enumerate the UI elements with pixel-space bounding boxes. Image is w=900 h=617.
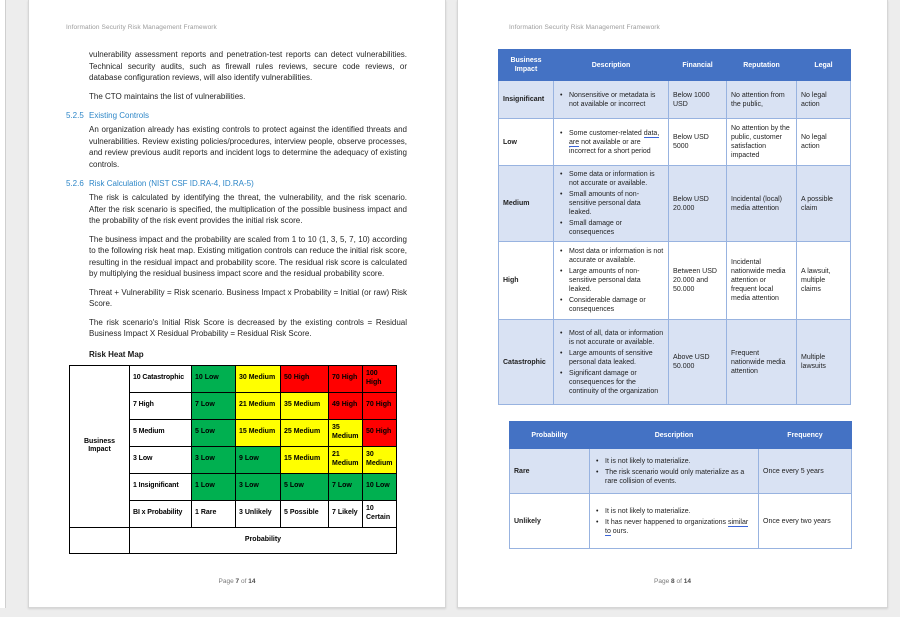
bullet-text [605, 507, 754, 516]
bullet-icon: • [560, 349, 563, 357]
frequency-cell: Once every 5 years [759, 449, 852, 494]
probability-table [509, 421, 852, 549]
bullet-icon: • [560, 191, 563, 198]
impact-table-row [499, 242, 851, 320]
description-cell [554, 119, 669, 166]
bullet-icon: • [560, 129, 563, 137]
impact-level-cell: Insignificant [499, 81, 554, 119]
bullet-icon: • [560, 297, 563, 304]
bullet-text [569, 91, 664, 109]
text-segment: Some customer-related [569, 129, 644, 137]
bullet-item [594, 518, 754, 536]
grammar-marked-text: similar to [605, 518, 749, 535]
heatmap-axis-probability: Probability [130, 527, 397, 553]
heatmap-empty-cell [70, 527, 130, 553]
bullet-text [569, 129, 664, 156]
grammar-marked-text: data, are [569, 129, 660, 146]
paragraph-existing-controls: An organization already has existing controls to protect against the identified threats and vulnerabilities. Review existing policies/procedures, interview people, observe processes, and review previous audit reports and incident logs to determine the adequacy of existing controls. [89, 125, 407, 169]
reputation-cell: Incidental (local) media attention [727, 166, 797, 242]
frequency-cell: Once every two years [759, 494, 852, 549]
description-cell [554, 242, 669, 320]
heatmap-score-cell: 1 Low [192, 473, 236, 500]
heatmap-footer-row [70, 527, 397, 553]
heatmap-score-cell: 10 Low [192, 365, 236, 392]
text-segment: Nonsensitive or metadata is not available or incorrect [569, 91, 656, 108]
probability-level-cell: Rare [510, 449, 590, 494]
heatmap-score-cell: 70 High [329, 365, 363, 392]
heatmap-score-cell: 50 High [363, 419, 397, 446]
bullet-icon: • [596, 457, 599, 465]
previous-page-edge [0, 0, 6, 608]
bullet-icon: • [560, 369, 563, 377]
footer-total-pages: 14 [683, 578, 691, 585]
heatmap-impact-label: 3 Low [130, 446, 192, 473]
text-segment: Considerable damage or consequences [569, 297, 646, 313]
footer-page-number: 7 [235, 578, 240, 585]
heatmap-score-cell: 30 Medium [236, 365, 281, 392]
text-segment: Small damage or consequences [569, 220, 622, 236]
financial-cell: Below 1000 USD [669, 81, 727, 119]
page-8[interactable] [457, 0, 888, 608]
description-cell [554, 320, 669, 405]
financial-cell: Below USD 5000 [669, 119, 727, 166]
bullet-text [605, 468, 754, 486]
bullet-item [558, 91, 664, 109]
heatmap-axis-business-impact: Business Impact [70, 365, 130, 527]
text-segment: It is not likely to materialize. [605, 457, 691, 465]
text-segment: Most data or information is not accurate or available. [569, 248, 664, 264]
footer-page-word: Page [218, 578, 234, 585]
footer-page-number: 8 [671, 578, 675, 585]
bullet-icon: • [560, 171, 563, 178]
probability-table-row [510, 494, 852, 549]
financial-cell: Above USD 50.000 [669, 320, 727, 405]
section-number: 5.2.5 [66, 111, 84, 120]
bullet-icon: • [560, 268, 563, 275]
reputation-cell: Frequent nationwide media attention [727, 320, 797, 405]
bullet-text [569, 349, 664, 367]
paragraph-cto-list: The CTO maintains the list of vulnerabilities. [89, 91, 246, 101]
heatmap-title: Risk Heat Map [89, 349, 144, 359]
probability-table-body [510, 449, 852, 549]
heatmap-impact-label: 10 Catastrophic [130, 365, 192, 392]
description-cell [554, 166, 669, 242]
bullet-item [594, 507, 754, 516]
text-segment: It has never happened to organizations [605, 518, 728, 526]
reputation-cell: No attention by the public, customer satisfaction impacted [727, 119, 797, 166]
bullet-text [569, 267, 664, 294]
impact-table-row [499, 166, 851, 242]
bullet-item [558, 247, 664, 265]
legal-cell: Multiple lawsuits [797, 320, 851, 405]
legal-cell: No legal action [797, 81, 851, 119]
bullet-icon: • [560, 329, 563, 337]
description-cell [554, 81, 669, 119]
heatmap-score-cell: 9 Low [236, 446, 281, 473]
impact-table-header: Description [554, 50, 669, 81]
heatmap-score-cell: 15 Medium [236, 419, 281, 446]
text-segment: not available or are incorrect for a short period [569, 138, 651, 155]
heatmap-score-cell: 10 Low [363, 473, 397, 500]
bullet-text [569, 190, 664, 217]
bullet-item [558, 369, 664, 396]
bullet-item [558, 129, 664, 156]
bullet-item [558, 296, 664, 314]
bullet-icon: • [596, 518, 599, 526]
text-segment: Significant damage or consequences for the continuity of the organization [569, 369, 659, 395]
bullet-text [569, 170, 664, 188]
text-segment: It is not likely to materialize. [605, 507, 691, 515]
probability-table-header: Frequency [759, 422, 852, 449]
bullet-text [569, 247, 664, 265]
bullet-item [594, 468, 754, 486]
heatmap-score-cell: 25 Medium [281, 419, 329, 446]
impact-table-header: Business Impact [499, 50, 554, 81]
heatmap-score-cell: 10 Certain [363, 500, 397, 527]
document-header: Information Security Risk Management Framework [509, 24, 660, 31]
text-segment: Some data or information is not accurate or available. [569, 171, 655, 187]
paragraph-residual: The risk scenario's Initial Risk Score is decreased by the existing controls = Residual Business Impact X Residual Probability = Residual Risk Score. [89, 317, 407, 338]
impact-table-row [499, 119, 851, 166]
financial-cell: Below USD 20.000 [669, 166, 727, 242]
impact-table-header: Legal [797, 50, 851, 81]
heatmap-score-cell: 15 Medium [281, 446, 329, 473]
heatmap-impact-label: 7 High [130, 392, 192, 419]
document-header: Information Security Risk Management Framework [66, 24, 217, 31]
footer-of-word: of [240, 578, 247, 585]
heatmap-score-cell: 3 Low [192, 446, 236, 473]
heatmap-score-cell: 49 High [329, 392, 363, 419]
heatmap-score-cell: 50 High [281, 365, 329, 392]
impact-level-cell: Medium [499, 166, 554, 242]
heatmap-body [70, 365, 397, 553]
bullet-item [558, 267, 664, 294]
impact-table-header: Financial [669, 50, 727, 81]
bullet-icon: • [560, 91, 563, 99]
heatmap-impact-label: BI x Probability [130, 500, 192, 527]
probability-table-header-row [510, 422, 852, 449]
paragraph-risk-calculated: The risk is calculated by identifying the threat, the vulnerability, and the risk scenario. After the risk scenario is specified, the multiplication of the possible business impact and the probability of the risk event provides the initial risk score. [89, 193, 407, 225]
bullet-text [569, 369, 664, 396]
bullet-icon: • [596, 507, 599, 515]
text-segment: Large amounts of non-sensitive personal data leaked. [569, 268, 641, 293]
impact-level-cell: Low [499, 119, 554, 166]
page7-body [66, 49, 407, 554]
footer-total-pages: 14 [248, 578, 256, 585]
reputation-cell: No attention from the public, [727, 81, 797, 119]
legal-cell: No legal action [797, 119, 851, 166]
description-cell [590, 494, 759, 549]
heatmap-score-cell: 7 Low [329, 473, 363, 500]
impact-level-cell: High [499, 242, 554, 320]
heatmap-score-cell: 100 High [363, 365, 397, 392]
bullet-text [605, 457, 754, 466]
probability-table-header: Description [590, 422, 759, 449]
paragraph-vulnerability-reports: vulnerability assessment reports and penetration-test reports can detect vulnerabilities. Technical security audits, such as firewall rules reviews, secure code reviews, or database configuration reviews, will also identify vulnerabilities. [89, 50, 407, 82]
business-impact-table [498, 49, 851, 405]
heatmap-score-cell: 35 Medium [281, 392, 329, 419]
impact-table-header: Reputation [727, 50, 797, 81]
bullet-icon: • [560, 248, 563, 255]
reputation-cell: Incidental nationwide media attention or frequent local media attention [727, 242, 797, 320]
heatmap-score-cell: 7 Likely [329, 500, 363, 527]
bullet-item [558, 190, 664, 217]
bullet-item [558, 219, 664, 237]
heatmap-score-cell: 5 Possible [281, 500, 329, 527]
footer-page-word: Page [654, 578, 670, 585]
bullet-text [605, 518, 754, 536]
impact-table-header-row [499, 50, 851, 81]
section-title: Existing Controls [89, 111, 150, 120]
text-segment: Large amounts of sensitive personal data leaked. [569, 349, 653, 366]
legal-cell: A possible claim [797, 166, 851, 242]
bullet-item [558, 349, 664, 367]
bullet-icon: • [560, 220, 563, 227]
impact-table-body [499, 81, 851, 405]
bullet-item [558, 170, 664, 188]
probability-table-row [510, 449, 852, 494]
probability-level-cell: Unlikely [510, 494, 590, 549]
paragraph-formula: Threat + Vulnerability = Risk scenario. Business Impact x Probability = Initial (or raw) Risk Score. [89, 287, 407, 308]
heatmap-score-cell: 5 Low [281, 473, 329, 500]
heatmap-row [70, 365, 397, 392]
section-title: Risk Calculation (NIST CSF ID.RA-4, ID.RA-5) [89, 179, 254, 188]
heatmap-score-cell: 21 Medium [236, 392, 281, 419]
paragraph-scaling: The business impact and the probability are scaled from 1 to 10 (1, 3, 5, 7, 10) according to the following risk heat map. Existing mitigation controls can reduce the initial risk score, resulting in the residual impact and probability score. The residual risk score is calculated by multiplying the residual business impact score and the residual probability score. [89, 234, 407, 278]
heatmap-score-cell: 21 Medium [329, 446, 363, 473]
footer-of-word: of [676, 578, 682, 585]
description-cell [590, 449, 759, 494]
bullet-text [569, 296, 664, 314]
text-segment: Small amounts of non-sensitive personal data leaked. [569, 191, 641, 216]
impact-table-row [499, 320, 851, 405]
heatmap-score-cell: 7 Low [192, 392, 236, 419]
heatmap-score-cell: 1 Rare [192, 500, 236, 527]
bullet-item [558, 329, 664, 347]
page8-footer [458, 578, 887, 585]
financial-cell: Between USD 20.000 and 50.000 [669, 242, 727, 320]
bullet-item [594, 457, 754, 466]
bullet-text [569, 219, 664, 237]
page-7[interactable] [28, 0, 446, 608]
heatmap-impact-label: 5 Medium [130, 419, 192, 446]
page7-footer [29, 578, 445, 585]
text-segment: ours. [610, 527, 629, 535]
text-segment: Most of all, data or information is not accurate or available. [569, 329, 664, 346]
heatmap-impact-label: 1 Insignificant [130, 473, 192, 500]
probability-table-header: Probability [510, 422, 590, 449]
section-heading-existing-controls [66, 110, 407, 121]
heatmap-score-cell: 30 Medium [363, 446, 397, 473]
impact-table-row [499, 81, 851, 119]
section-heading-risk-calculation [66, 178, 407, 189]
bullet-text [569, 329, 664, 347]
text-segment: The risk scenario would only materialize as a rare collision of events. [605, 468, 745, 485]
heatmap-score-cell: 5 Low [192, 419, 236, 446]
heatmap-score-cell: 3 Unlikely [236, 500, 281, 527]
section-number: 5.2.6 [66, 179, 84, 188]
heatmap-score-cell: 35 Medium [329, 419, 363, 446]
heatmap-score-cell: 70 High [363, 392, 397, 419]
legal-cell: A lawsuit, multiple claims [797, 242, 851, 320]
risk-heatmap-table [69, 365, 397, 554]
impact-level-cell: Catastrophic [499, 320, 554, 405]
bullet-icon: • [596, 468, 599, 476]
heatmap-score-cell: 3 Low [236, 473, 281, 500]
